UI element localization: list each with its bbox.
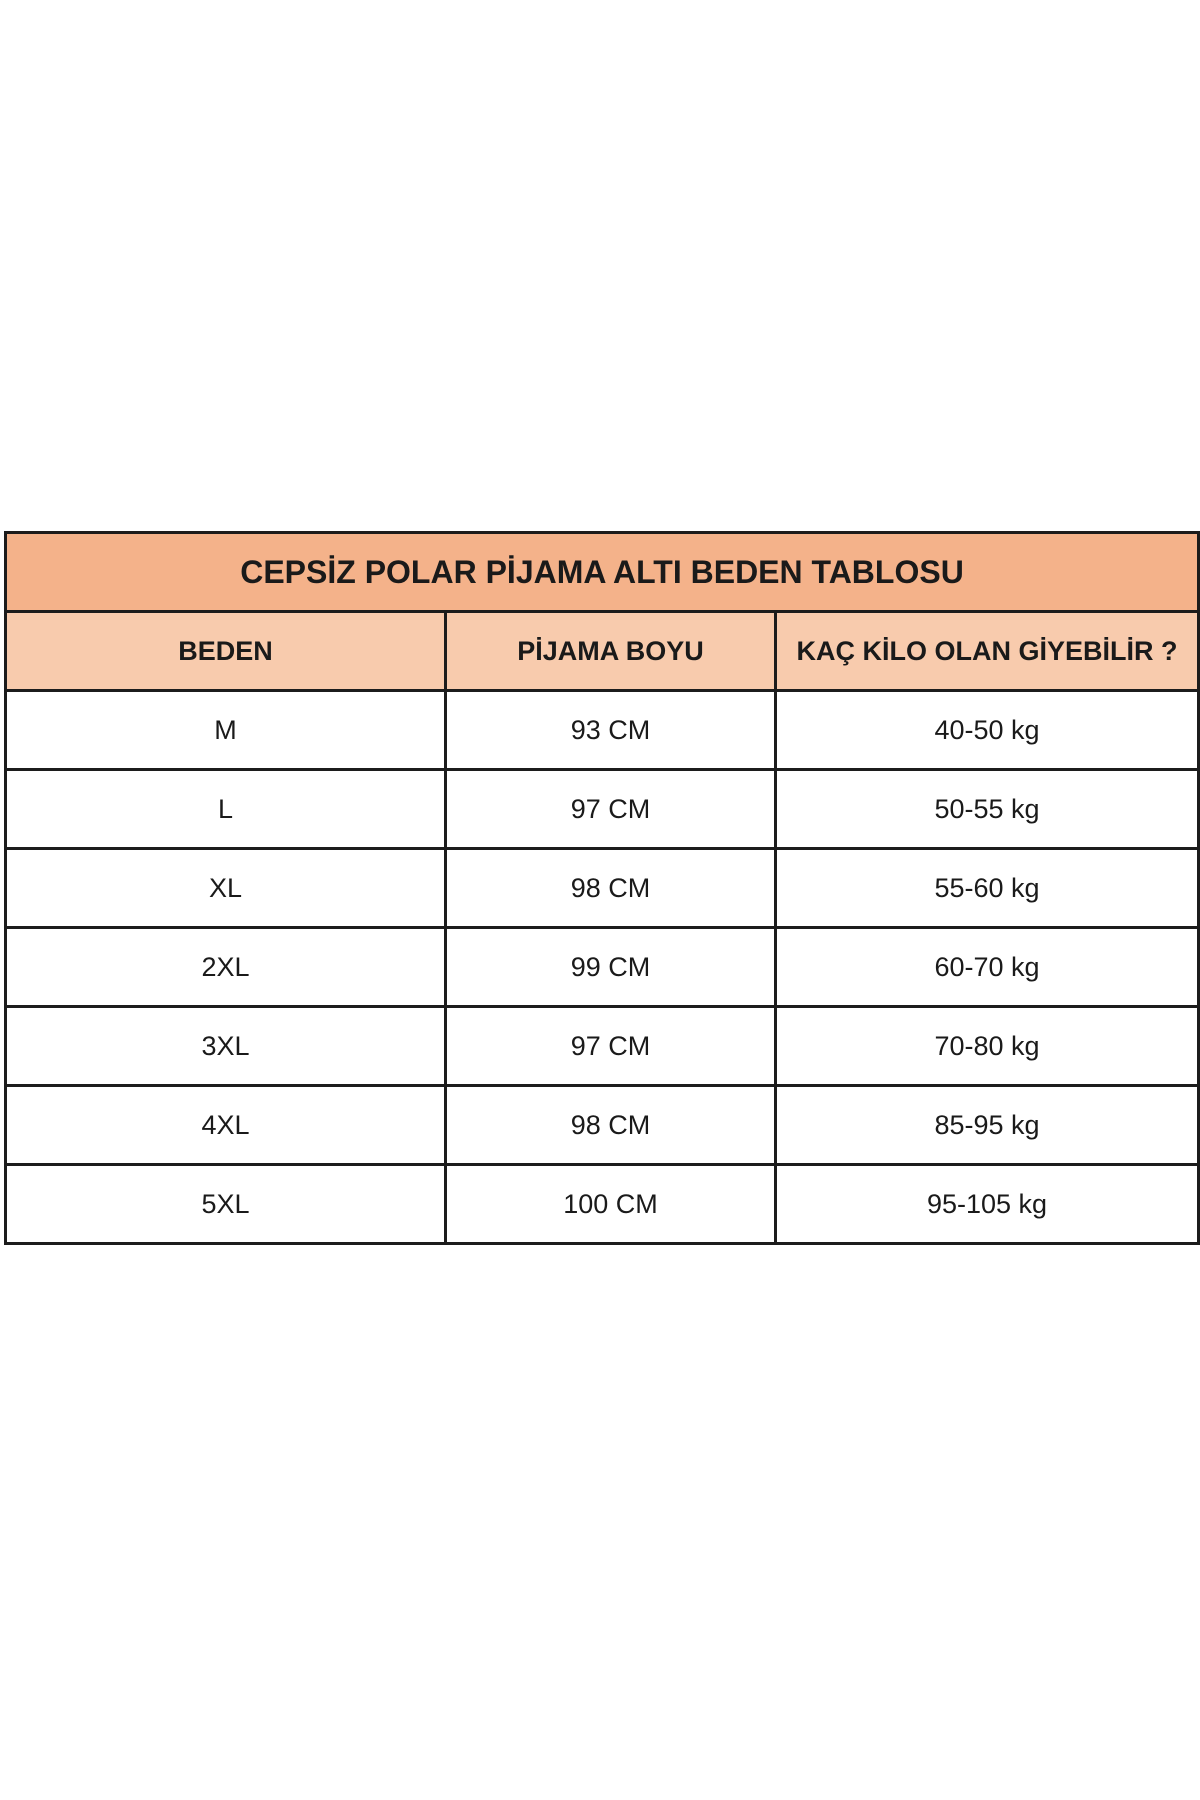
cell-weight: 40-50 kg <box>776 691 1199 770</box>
cell-size: 4XL <box>6 1086 446 1165</box>
cell-weight: 85-95 kg <box>776 1086 1199 1165</box>
cell-size: XL <box>6 849 446 928</box>
cell-weight: 60-70 kg <box>776 928 1199 1007</box>
cell-size: 3XL <box>6 1007 446 1086</box>
cell-weight: 95-105 kg <box>776 1165 1199 1244</box>
table-row <box>6 1086 1199 1165</box>
table-row <box>6 928 1199 1007</box>
cell-weight: 50-55 kg <box>776 770 1199 849</box>
header-beden: BEDEN <box>6 612 446 691</box>
title-row <box>6 533 1199 612</box>
table-row <box>6 1165 1199 1244</box>
cell-length: 99 CM <box>446 928 776 1007</box>
cell-weight: 55-60 kg <box>776 849 1199 928</box>
cell-length: 97 CM <box>446 770 776 849</box>
cell-size: 5XL <box>6 1165 446 1244</box>
table-row <box>6 849 1199 928</box>
table-row <box>6 1007 1199 1086</box>
cell-length: 93 CM <box>446 691 776 770</box>
header-pijama-boyu: PİJAMA BOYU <box>446 612 776 691</box>
cell-length: 98 CM <box>446 849 776 928</box>
size-chart-table <box>4 531 1200 1245</box>
table-title: CEPSİZ POLAR PİJAMA ALTI BEDEN TABLOSU <box>6 533 1199 612</box>
cell-length: 100 CM <box>446 1165 776 1244</box>
table-row <box>6 691 1199 770</box>
header-row <box>6 612 1199 691</box>
cell-size: 2XL <box>6 928 446 1007</box>
cell-length: 98 CM <box>446 1086 776 1165</box>
table-row <box>6 770 1199 849</box>
cell-length: 97 CM <box>446 1007 776 1086</box>
cell-size: M <box>6 691 446 770</box>
cell-weight: 70-80 kg <box>776 1007 1199 1086</box>
header-kilo: KAÇ KİLO OLAN GİYEBİLİR ? <box>776 612 1199 691</box>
cell-size: L <box>6 770 446 849</box>
